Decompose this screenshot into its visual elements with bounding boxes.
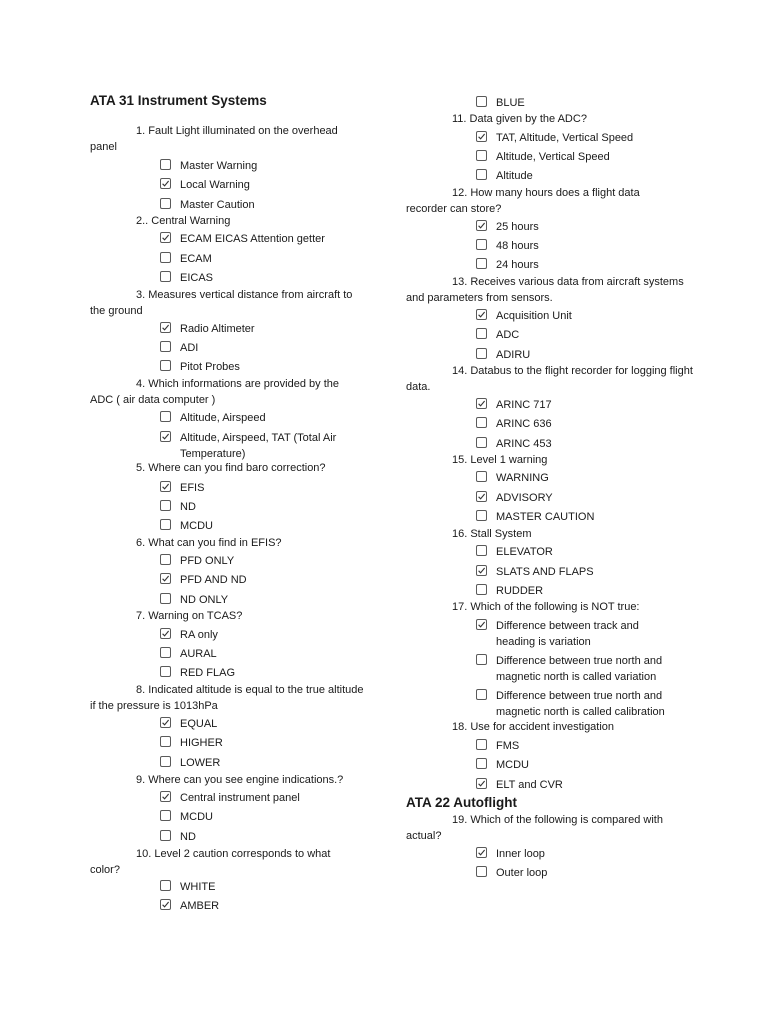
checkbox-icon[interactable]	[160, 481, 171, 492]
answer-option[interactable]	[160, 572, 360, 588]
checkbox-icon[interactable]	[160, 178, 171, 189]
option-label: Outer loop	[496, 867, 548, 879]
question: 1. Fault Light illuminated on the overhead panel	[90, 125, 338, 153]
option-label: MCDU	[180, 520, 213, 532]
answer-option[interactable]	[476, 490, 676, 506]
question: 17. Which of the following is NOT true:	[452, 601, 640, 613]
question: 19. Which of the following is compared with actual?	[406, 814, 663, 842]
checkmark-icon	[161, 233, 170, 242]
question: 4. Which informations are provided by the ADC ( air data computer )	[90, 378, 339, 406]
question: 3. Measures vertical distance from aircraft to the ground	[90, 289, 353, 317]
checkmark-icon	[161, 792, 170, 801]
answer-option[interactable]	[160, 410, 360, 426]
checkbox-icon[interactable]	[160, 198, 171, 209]
option-label: ARINC 453	[496, 438, 552, 450]
checkbox-icon[interactable]	[160, 810, 171, 821]
checkbox-icon[interactable]	[160, 232, 171, 243]
option-label: TAT, Altitude, Vertical Speed	[496, 132, 634, 144]
checkbox-icon[interactable]	[160, 271, 171, 282]
checkmark-icon	[477, 310, 486, 319]
answer-option[interactable]	[160, 499, 360, 515]
answer-option[interactable]	[160, 665, 360, 681]
answer-option[interactable]	[160, 735, 360, 751]
question: 14. Databus to the flight recorder for logging flight data.	[406, 365, 693, 393]
checkbox-icon[interactable]	[160, 500, 171, 511]
option-label: FMS	[496, 740, 520, 752]
checkbox-icon[interactable]	[476, 220, 487, 231]
left-column	[90, 0, 390, 1024]
answer-option[interactable]	[476, 257, 676, 273]
option-label: ECAM EICAS Attention getter	[180, 233, 325, 245]
checkbox-icon[interactable]	[160, 322, 171, 333]
answer-option[interactable]	[160, 177, 360, 193]
checkbox-icon[interactable]	[476, 471, 487, 482]
question: 12. How many hours does a flight data recorder can store?	[406, 187, 640, 215]
checkmark-icon	[161, 482, 170, 491]
option-label: MCDU	[496, 759, 529, 771]
answer-option[interactable]	[476, 95, 676, 111]
checkbox-icon[interactable]	[160, 756, 171, 767]
answer-option[interactable]	[160, 321, 360, 337]
checkbox-icon[interactable]	[476, 619, 487, 630]
checkbox-icon[interactable]	[160, 360, 171, 371]
question: 5. Where can you find baro correction?	[136, 462, 326, 474]
option-label: EICAS	[180, 272, 214, 284]
answer-option[interactable]	[476, 219, 676, 235]
option-label: MASTER CAUTION	[496, 511, 595, 523]
answer-option[interactable]	[160, 879, 360, 895]
option-label: HIGHER	[180, 737, 223, 749]
option-label: LOWER	[180, 757, 221, 769]
question: 9. Where can you see engine indications.?	[136, 774, 344, 786]
option-label: Master Caution	[180, 199, 255, 211]
answer-option[interactable]	[160, 553, 360, 569]
checkbox-icon[interactable]	[476, 328, 487, 339]
answer-option[interactable]	[160, 755, 360, 771]
checkbox-icon[interactable]	[476, 309, 487, 320]
option-label: Difference between true north and magnetic north is called calibration	[496, 690, 665, 718]
answer-option[interactable]	[476, 130, 676, 146]
checkmark-icon	[477, 779, 486, 788]
option-label: Difference between true north and magnetic north is called variation	[496, 655, 663, 683]
option-label: 24 hours	[496, 259, 539, 271]
option-label: Pitot Probes	[180, 361, 240, 373]
checkmark-icon	[161, 323, 170, 332]
option-label: ADVISORY	[496, 492, 553, 504]
question: 10. Level 2 caution corresponds to what color?	[90, 848, 331, 876]
checkbox-icon[interactable]	[160, 830, 171, 841]
answer-option[interactable]	[476, 777, 676, 793]
option-label: ND ONLY	[180, 594, 229, 606]
question: 2.. Central Warning	[136, 215, 231, 227]
checkbox-icon[interactable]	[476, 739, 487, 750]
option-label: WARNING	[496, 472, 549, 484]
answer-option[interactable]	[160, 592, 360, 608]
right-column	[406, 0, 706, 1024]
answer-option[interactable]	[476, 168, 676, 184]
option-label: ADIRU	[496, 349, 531, 361]
option-label: ARINC 717	[496, 399, 552, 411]
option-label: RA only	[180, 629, 218, 641]
checkbox-icon[interactable]	[160, 341, 171, 352]
answer-option[interactable]	[476, 416, 676, 432]
checkbox-icon[interactable]	[160, 593, 171, 604]
answer-option[interactable]	[476, 397, 676, 413]
question: 6. What can you find in EFIS?	[136, 537, 282, 549]
answer-option[interactable]	[476, 757, 676, 773]
option-label: Altitude, Airspeed	[180, 412, 266, 424]
option-label: PFD ONLY	[180, 555, 235, 567]
checkbox-icon[interactable]	[476, 131, 487, 142]
checkmark-icon	[477, 492, 486, 501]
option-label: ND	[180, 831, 196, 843]
checkmark-icon	[161, 718, 170, 727]
option-label: ND	[180, 501, 196, 513]
answer-option[interactable]	[160, 790, 360, 806]
answer-option[interactable]	[476, 436, 676, 452]
checkbox-icon[interactable]	[476, 847, 487, 858]
checkmark-icon	[477, 399, 486, 408]
answer-option[interactable]	[476, 149, 676, 165]
checkbox-icon[interactable]	[160, 736, 171, 747]
question: 13. Receives various data from aircraft systems and parameters from sensors.	[406, 276, 684, 304]
option-label: Altitude	[496, 170, 533, 182]
checkbox-icon[interactable]	[160, 880, 171, 891]
checkmark-icon	[477, 566, 486, 575]
answer-option[interactable]	[476, 653, 681, 685]
question: 18. Use for accident investigation	[452, 721, 615, 733]
checkmark-icon	[477, 132, 486, 141]
checkbox-icon[interactable]	[476, 398, 487, 409]
option-label: 48 hours	[496, 240, 539, 252]
checkbox-icon[interactable]	[160, 252, 171, 263]
checkbox-icon[interactable]	[476, 348, 487, 359]
option-label: Altitude, Airspeed, TAT (Total Air Temperature)	[180, 432, 337, 460]
answer-option[interactable]	[160, 518, 360, 534]
answer-option[interactable]	[476, 308, 676, 324]
checkbox-icon[interactable]	[476, 510, 487, 521]
option-label: Difference between track and heading is variation	[496, 620, 639, 648]
option-label: Master Warning	[180, 160, 258, 172]
answer-option[interactable]	[476, 238, 676, 254]
answer-option[interactable]	[160, 340, 360, 356]
answer-option[interactable]	[160, 480, 360, 496]
answer-option[interactable]	[160, 829, 360, 845]
answer-option[interactable]	[160, 158, 360, 174]
checkbox-icon[interactable]	[160, 666, 171, 677]
checkbox-icon[interactable]	[160, 791, 171, 802]
checkbox-icon[interactable]	[476, 239, 487, 250]
checkbox-icon[interactable]	[476, 758, 487, 769]
checkbox-icon[interactable]	[476, 866, 487, 877]
option-label: RED FLAG	[180, 667, 236, 679]
answer-option[interactable]	[476, 470, 676, 486]
option-label: Inner loop	[496, 848, 545, 860]
answer-option[interactable]	[476, 738, 676, 754]
answer-option[interactable]	[476, 618, 671, 650]
option-label: ECAM	[180, 253, 212, 265]
answer-option[interactable]	[160, 231, 360, 247]
answer-option[interactable]	[160, 430, 355, 462]
answer-option[interactable]	[160, 359, 360, 375]
checkbox-icon[interactable]	[160, 717, 171, 728]
checkbox-icon[interactable]	[160, 159, 171, 170]
checkbox-icon[interactable]	[476, 491, 487, 502]
answer-option[interactable]	[160, 270, 360, 286]
option-label: MCDU	[180, 811, 213, 823]
section-heading: ATA 31 Instrument Systems	[90, 93, 267, 108]
answer-option[interactable]	[160, 646, 360, 662]
option-label: WHITE	[180, 881, 216, 893]
answer-option[interactable]	[476, 327, 676, 343]
option-label: ADI	[180, 342, 199, 354]
answer-option[interactable]	[160, 627, 360, 643]
option-label: PFD AND ND	[180, 574, 247, 586]
answer-option[interactable]	[476, 347, 676, 363]
answer-option[interactable]	[476, 688, 686, 720]
option-label: EFIS	[180, 482, 205, 494]
checkbox-icon[interactable]	[476, 437, 487, 448]
checkmark-icon	[161, 574, 170, 583]
checkbox-icon[interactable]	[160, 899, 171, 910]
option-label: Radio Altimeter	[180, 323, 255, 335]
option-label: AURAL	[180, 648, 217, 660]
checkbox-icon[interactable]	[160, 554, 171, 565]
option-label: RUDDER	[496, 585, 544, 597]
answer-option[interactable]	[476, 564, 676, 580]
checkmark-icon	[161, 629, 170, 638]
checkbox-icon[interactable]	[160, 628, 171, 639]
question: 11. Data given by the ADC?	[452, 113, 587, 125]
checkbox-icon[interactable]	[476, 150, 487, 161]
answer-option[interactable]	[160, 251, 360, 267]
question: 8. Indicated altitude is equal to the true altitude if the pressure is 1013hPa	[90, 684, 364, 712]
checkbox-icon[interactable]	[476, 778, 487, 789]
checkbox-icon[interactable]	[476, 584, 487, 595]
answer-option[interactable]	[476, 509, 676, 525]
answer-option[interactable]	[160, 716, 360, 732]
option-label: BLUE	[496, 97, 525, 109]
checkbox-icon[interactable]	[476, 417, 487, 428]
option-label: SLATS AND FLAPS	[496, 566, 594, 578]
option-label: Altitude, Vertical Speed	[496, 151, 610, 163]
checkbox-icon[interactable]	[160, 431, 171, 442]
answer-option[interactable]	[160, 809, 360, 825]
option-label: ELT and CVR	[496, 779, 563, 791]
answer-option[interactable]	[476, 544, 676, 560]
section-heading: ATA 22 Autoflight	[406, 795, 517, 810]
checkbox-icon[interactable]	[476, 654, 487, 665]
checkmark-icon	[477, 221, 486, 230]
checkbox-icon[interactable]	[160, 519, 171, 530]
checkbox-icon[interactable]	[160, 647, 171, 658]
option-label: Central instrument panel	[180, 792, 300, 804]
checkbox-icon[interactable]	[476, 689, 487, 700]
option-label: AMBER	[180, 900, 220, 912]
answer-option[interactable]	[160, 898, 360, 914]
checkbox-icon[interactable]	[476, 169, 487, 180]
answer-option[interactable]	[476, 583, 676, 599]
checkmark-icon	[477, 620, 486, 629]
checkbox-icon[interactable]	[476, 565, 487, 576]
option-label: Local Warning	[180, 179, 250, 191]
option-label: EQUAL	[180, 718, 218, 730]
option-label: ELEVATOR	[496, 546, 553, 558]
answer-option[interactable]	[476, 865, 676, 881]
checkbox-icon[interactable]	[160, 573, 171, 584]
option-label: ADC	[496, 329, 520, 341]
checkmark-icon	[477, 848, 486, 857]
option-label: ARINC 636	[496, 418, 552, 430]
question: 16. Stall System	[452, 528, 532, 540]
checkbox-icon[interactable]	[160, 411, 171, 422]
checkmark-icon	[161, 900, 170, 909]
option-label: 25 hours	[496, 221, 539, 233]
checkmark-icon	[161, 432, 170, 441]
checkbox-icon[interactable]	[476, 258, 487, 269]
checkbox-icon[interactable]	[476, 545, 487, 556]
question: 7. Warning on TCAS?	[136, 610, 243, 622]
answer-option[interactable]	[160, 197, 360, 213]
checkmark-icon	[161, 179, 170, 188]
option-label: Acquisition Unit	[496, 310, 572, 322]
checkbox-icon[interactable]	[476, 96, 487, 107]
question: 15. Level 1 warning	[452, 454, 548, 466]
answer-option[interactable]	[476, 846, 676, 862]
